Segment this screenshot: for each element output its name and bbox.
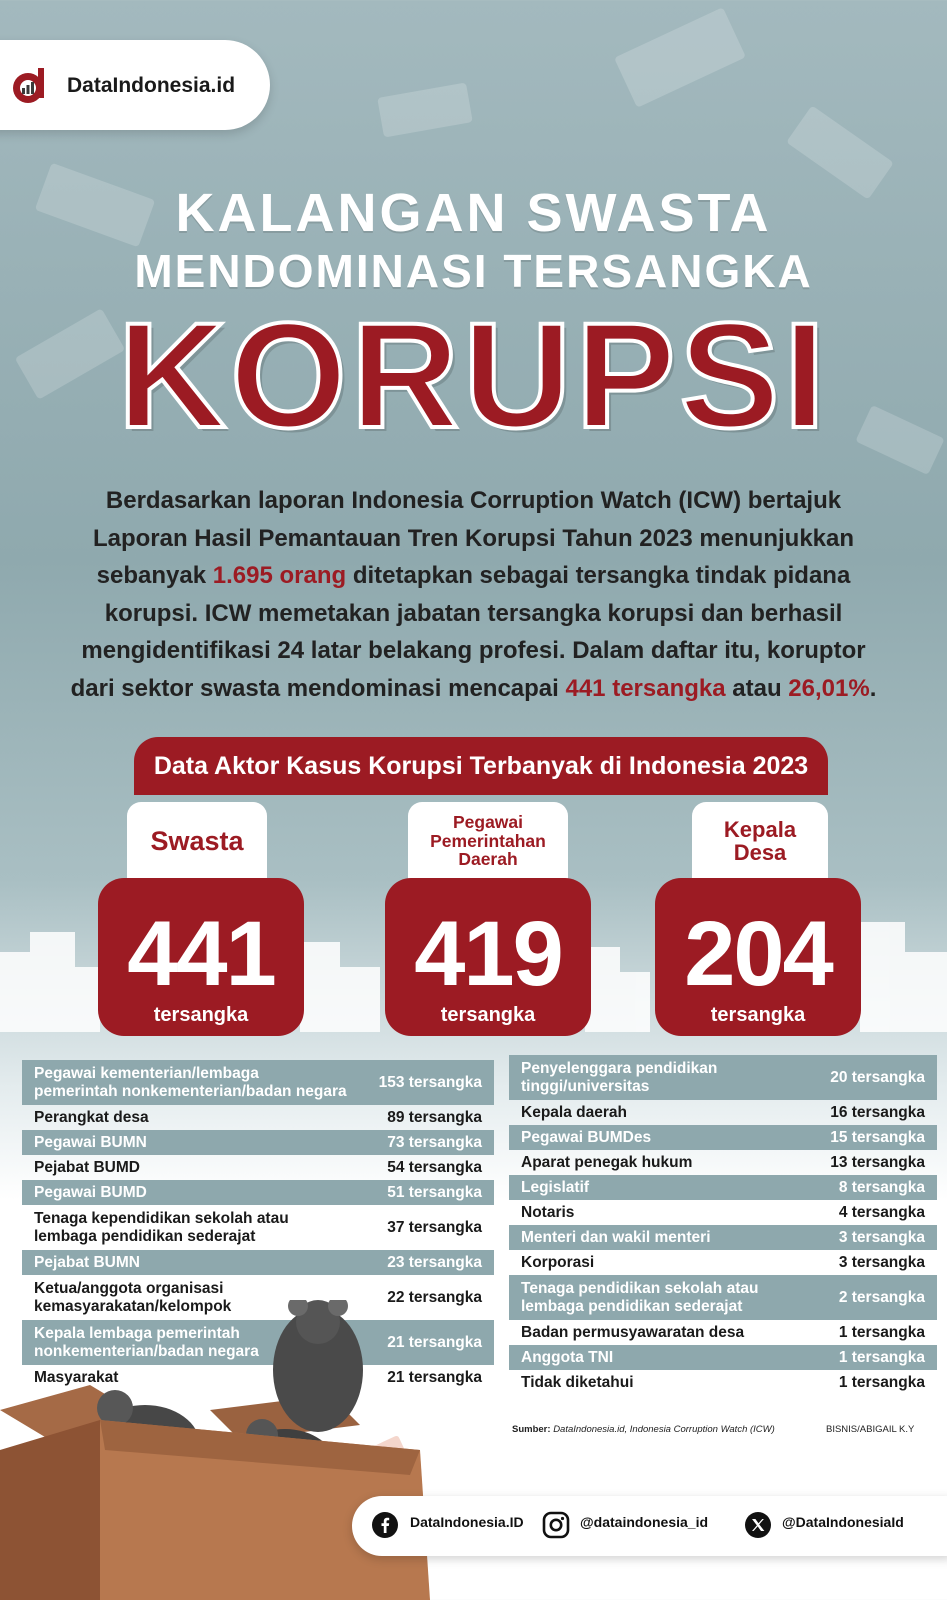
source-label: Sumber: [512, 1424, 551, 1435]
row-label-line: Pegawai BUMN [34, 1133, 147, 1151]
intro-text-2: ditetapkan sebagai tersangka tindak pidana korupsi. ICW memetakan jabatan tersangka korupsi dan berhasil mengidentifikasi 24 latar belakang profesi. Dalam daftar itu, koruptor dari sektor swasta mendominasi mencapai [70, 562, 866, 702]
source-text: DataIndonesia.id, Indonesia Corruption Watch (ICW) [553, 1424, 775, 1435]
row-label-line: Kepala lembaga pemerintah [34, 1324, 240, 1342]
row-value: 54 tersangka [387, 1158, 482, 1176]
table-row [509, 1150, 937, 1175]
facebook-handle[interactable]: DataIndonesia.ID [410, 1514, 524, 1530]
top3-unit: tersangka [710, 1004, 806, 1026]
row-label-line: nonkementerian/badan negara [34, 1342, 259, 1360]
table-row [22, 1105, 494, 1130]
row-label-line: Pejabat BUMN [34, 1253, 140, 1271]
row-label-line: pemerintah nonkementerian/badan negara [34, 1082, 347, 1100]
row-value: 73 tersangka [364, 1130, 494, 1155]
row-label [22, 1060, 364, 1105]
row-value: 2 tersangka [803, 1275, 937, 1320]
row-value: 1 tersangka [803, 1345, 937, 1370]
top3-value: 419 [414, 903, 562, 1005]
source-note [512, 1424, 775, 1435]
row-value: 15 tersangka [803, 1125, 937, 1150]
table-row [509, 1370, 937, 1395]
row-label [509, 1150, 803, 1175]
row-label [509, 1370, 803, 1395]
row-value: 3 tersangka [803, 1225, 937, 1250]
row-value: 22 tersangka [387, 1288, 482, 1306]
row-label [509, 1055, 803, 1100]
top3-card-kepala-desa [655, 878, 861, 1036]
row-value: 153 tersangka [364, 1060, 494, 1105]
row-value: 16 tersangka [830, 1103, 925, 1121]
right-ranking-table [509, 1055, 937, 1395]
title-line-2: MENDOMINASI TERSANGKA [134, 245, 813, 297]
top3-label-line: Pegawai [452, 812, 524, 833]
instagram-handle[interactable]: @dataindonesia_id [580, 1514, 709, 1530]
top3-label-kepala-desa [692, 802, 828, 880]
row-label-line: lembaga pendidikan sederajat [521, 1297, 743, 1315]
top3-value: 441 [127, 903, 275, 1005]
title-line-1: KALANGAN SWASTA [175, 183, 772, 243]
row-label [509, 1320, 803, 1345]
row-value: 89 tersangka [387, 1108, 482, 1126]
row-label-line: Masyarakat [34, 1368, 119, 1386]
row-label-line: Tidak diketahui [521, 1373, 634, 1391]
row-label [22, 1155, 364, 1180]
row-label-line: Tenaga pendidikan sekolah atau [521, 1279, 759, 1297]
top3-label-line: Kepala [723, 816, 797, 842]
row-label [509, 1125, 803, 1150]
intro-highlight-swasta: 441 tersangka [565, 674, 726, 702]
row-value: 20 tersangka [803, 1055, 937, 1100]
row-label-line: Perangkat desa [34, 1108, 149, 1126]
row-value: 1 tersangka [838, 1373, 925, 1391]
table-row [509, 1250, 937, 1275]
top3-unit: tersangka [440, 1004, 536, 1026]
top3-card-swasta [98, 878, 304, 1036]
row-value: 1 tersangka [838, 1323, 925, 1341]
table-row [509, 1320, 937, 1345]
row-label-line: Ketua/anggota organisasi [34, 1279, 224, 1297]
row-label [509, 1100, 803, 1125]
row-label [22, 1105, 364, 1130]
row-label [509, 1250, 803, 1275]
chart-title-banner: Data Aktor Kasus Korupsi Terbanyak di Indonesia 2023 [134, 737, 828, 795]
row-label [509, 1275, 803, 1320]
top3-value: 204 [684, 903, 832, 1005]
row-value: 21 tersangka [364, 1320, 494, 1365]
dataindonesia-logo-icon [10, 66, 50, 106]
top3-label-line: Desa [733, 840, 787, 865]
row-label-line: kemasyarakatan/kelompok [34, 1297, 232, 1315]
row-value: 4 tersangka [838, 1203, 925, 1221]
facebook-icon[interactable] [371, 1511, 399, 1539]
row-value: 51 tersangka [364, 1180, 494, 1205]
row-value: 21 tersangka [387, 1368, 482, 1386]
row-label [509, 1200, 803, 1225]
top3-label-line: Pemerintahan [430, 830, 546, 851]
row-label [509, 1345, 803, 1370]
table-row [22, 1205, 494, 1250]
row-label-line: Pegawai BUMDes [521, 1128, 652, 1146]
row-label [22, 1180, 364, 1205]
top3-card-pemda [385, 878, 591, 1036]
row-value: 37 tersangka [387, 1218, 482, 1236]
top3-unit: tersangka [153, 1004, 249, 1026]
table-row [509, 1275, 937, 1320]
row-label-line: Aparat penegak hukum [521, 1153, 693, 1171]
intro-paragraph [70, 482, 877, 707]
intro-text-1: Berdasarkan laporan Indonesia Corruption Watch (ICW) bertajuk Laporan Hasil Pemantauan Tren Korupsi Tahun 2023 menunjukkan sebanyak [92, 487, 855, 589]
row-label-line: Anggota TNI [521, 1348, 614, 1366]
title-line-3: KORUPSI [117, 291, 830, 459]
top3-label-pemda [408, 802, 568, 880]
row-value: 13 tersangka [830, 1153, 925, 1171]
table-row [509, 1200, 937, 1225]
row-label-line: Tenaga kependidikan sekolah atau [34, 1209, 289, 1227]
table-row [22, 1180, 494, 1205]
credit-note: BISNIS/ABIGAIL K.Y [826, 1424, 915, 1435]
row-value: 23 tersangka [364, 1250, 494, 1275]
table-row [509, 1225, 937, 1250]
row-label-line: Badan permusyawaratan desa [521, 1323, 745, 1341]
top3-label-line: Daerah [458, 849, 518, 870]
row-label [509, 1225, 803, 1250]
intro-text-4: . [869, 674, 877, 702]
money-decoration [614, 7, 746, 108]
intro-highlight-total: 1.695 orang [212, 562, 347, 589]
table-row [509, 1055, 937, 1100]
x-twitter-icon[interactable] [744, 1511, 772, 1539]
row-label-line: Pegawai BUMD [34, 1183, 147, 1201]
row-label-line: tinggi/universitas [521, 1077, 650, 1095]
top3-label-line: Swasta [150, 825, 244, 856]
row-label-line: Notaris [521, 1203, 575, 1221]
row-label-line: Legislatif [521, 1178, 590, 1196]
table-row [509, 1345, 937, 1370]
row-label-line: lembaga pendidikan sederajat [34, 1227, 256, 1245]
row-value: 8 tersangka [803, 1175, 937, 1200]
table-row [22, 1250, 494, 1275]
row-label-line: Pejabat BUMD [34, 1158, 140, 1176]
money-decoration [377, 82, 473, 137]
row-label-line: Pegawai kementerian/lembaga [34, 1064, 259, 1082]
brand-name: DataIndonesia.id [67, 74, 236, 97]
row-label-line: Korporasi [521, 1253, 595, 1271]
row-label-line: Penyelenggara pendidikan [521, 1059, 718, 1077]
table-row [509, 1125, 937, 1150]
row-label [22, 1130, 364, 1155]
row-label [509, 1175, 803, 1200]
table-row [22, 1155, 494, 1180]
instagram-icon[interactable] [542, 1511, 570, 1539]
intro-text-3: atau [725, 674, 789, 702]
table-row [509, 1100, 937, 1125]
row-label [22, 1250, 364, 1275]
x-handle[interactable]: @DataIndonesiaId [782, 1514, 904, 1530]
table-row [22, 1060, 494, 1105]
row-label-line: Kepala daerah [521, 1103, 627, 1121]
table-row [509, 1175, 937, 1200]
top3-label-swasta [127, 802, 267, 880]
intro-highlight-percent: 26,01% [788, 674, 870, 702]
row-label [22, 1205, 364, 1250]
table-row [22, 1130, 494, 1155]
row-value: 3 tersangka [838, 1253, 925, 1271]
row-label-line: Menteri dan wakil menteri [521, 1228, 711, 1246]
